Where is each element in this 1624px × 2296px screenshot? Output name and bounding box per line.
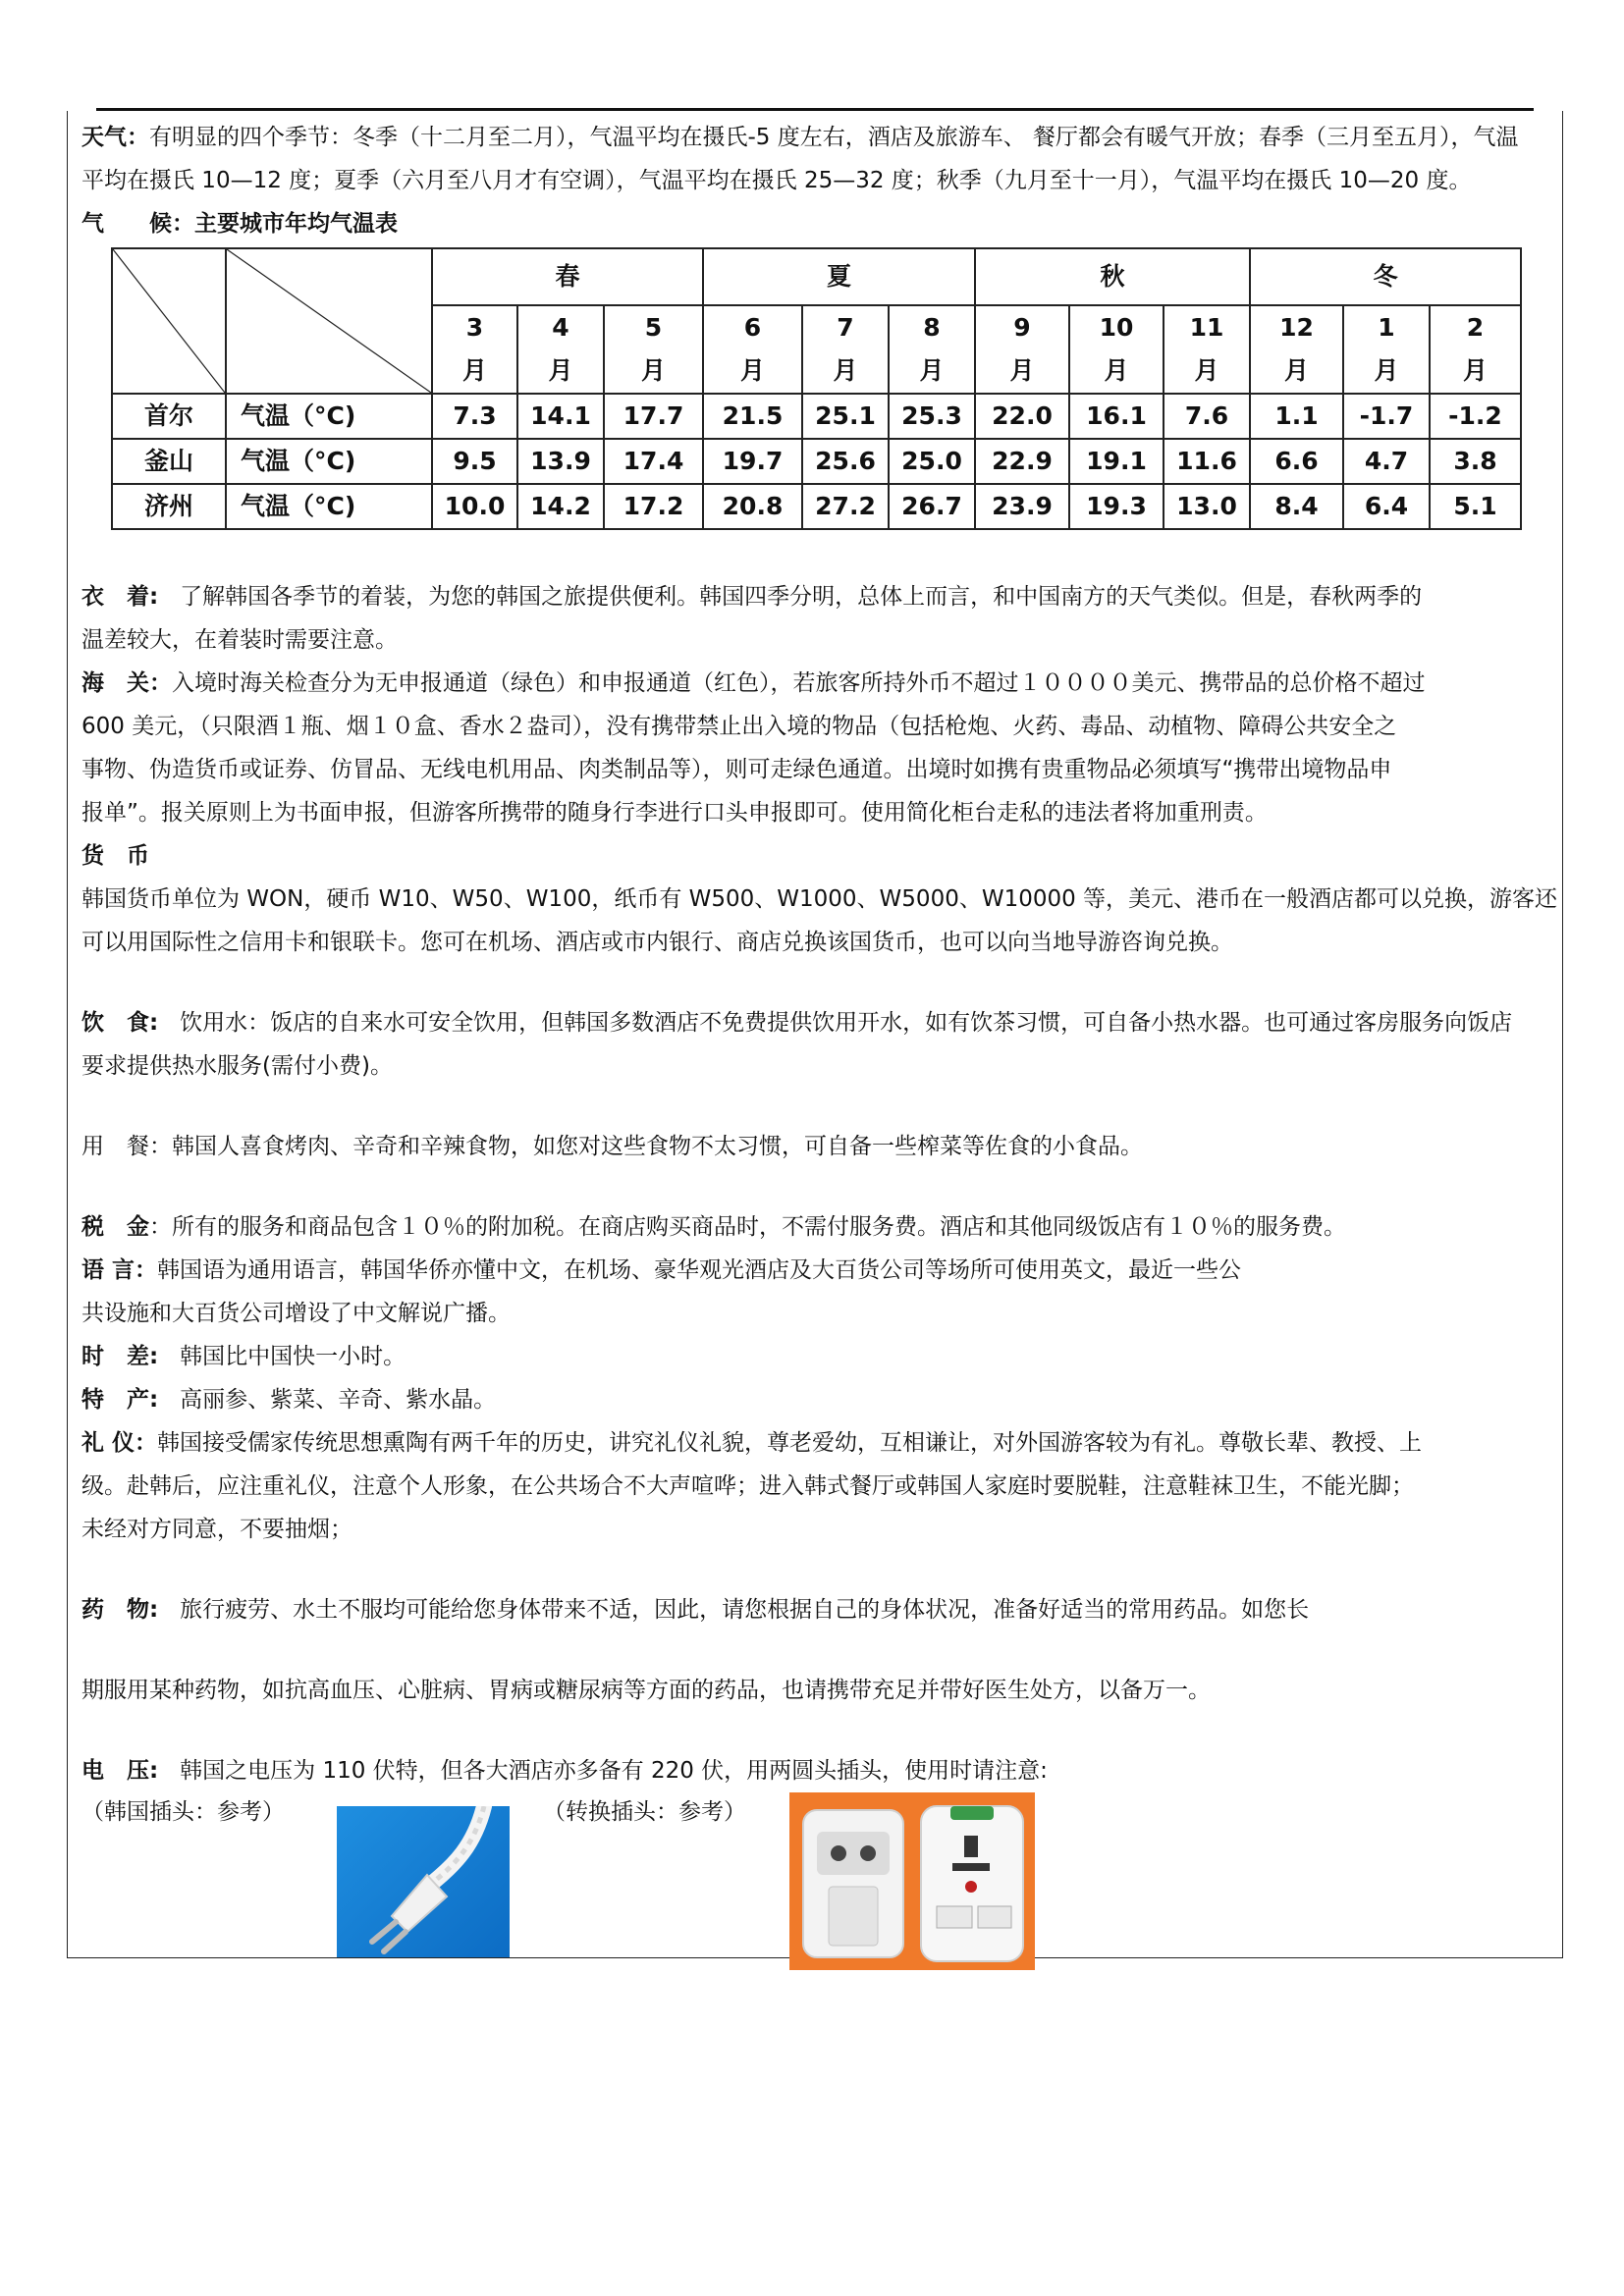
month-header: 12 月	[1250, 305, 1343, 394]
month-header: 7 月	[802, 305, 889, 394]
adapter-caption: （转换插头：参考）	[543, 1799, 746, 1825]
customs-label: 海 关：	[81, 670, 172, 696]
weather-label: 天气：	[81, 125, 149, 150]
month-header: 4 月	[517, 305, 604, 394]
temp-cell: 9.5	[432, 439, 517, 484]
language-label: 语 言：	[81, 1257, 158, 1283]
temp-cell: 14.2	[517, 484, 604, 529]
month-header: 10 月	[1069, 305, 1164, 394]
language-line-2: 共设施和大百货公司增设了中文解说广播。	[81, 1301, 511, 1326]
spacer	[81, 1712, 1554, 1749]
voltage-label: 电 压:	[81, 1758, 159, 1784]
specialty-line: 特 产: 高丽参、紫菜、辛奇、紫水晶。	[81, 1387, 497, 1413]
temp-cell: 16.1	[1069, 394, 1164, 439]
plug-images-row	[81, 1792, 1554, 1969]
temp-cell: 6.6	[1250, 439, 1343, 484]
city-cell: 首尔	[112, 394, 226, 439]
season-winter: 冬	[1250, 248, 1521, 305]
table-row-seoul	[112, 394, 1521, 439]
customs-line-4: 报单”。报关原则上为书面申报，但游客所携带的随身行李进行口头申报即可。使用简化柜台走私的违法者将加重刑责。	[81, 800, 1268, 826]
temp-cell: 22.0	[975, 394, 1069, 439]
spacer	[81, 1168, 1554, 1205]
temp-cell: 8.4	[1250, 484, 1343, 529]
temp-cell: 13.9	[517, 439, 604, 484]
climate-heading	[81, 202, 1554, 245]
etiquette-label: 礼 仪：	[81, 1430, 158, 1456]
spacer	[81, 1551, 1554, 1588]
medicine-line-1: 药 物: 旅行疲劳、水土不服均可能给您身体带来不适，因此，请您根据自己的身体状况，准备好适当的常用药品。如您长	[81, 1597, 1310, 1623]
temp-cell: 11.6	[1164, 439, 1250, 484]
temp-cell: 3.8	[1430, 439, 1521, 484]
currency-line-2: 可以用国际性之信用卡和银联卡。您可在机场、酒店或市内银行、商店兑换该国货币，也可以向当地导游咨询兑换。	[81, 930, 1233, 955]
temp-cell: 25.1	[802, 394, 889, 439]
currency-heading	[81, 834, 1554, 878]
document-body	[81, 116, 1558, 1969]
month-header: 1 月	[1343, 305, 1430, 394]
clothing-label: 衣 着:	[81, 584, 159, 610]
month-header: 6 月	[703, 305, 802, 394]
temp-cell: 1.1	[1250, 394, 1343, 439]
temp-cell: 17.2	[604, 484, 703, 529]
corner-cell-1	[112, 248, 226, 394]
temp-cell: 19.3	[1069, 484, 1164, 529]
table-row-busan	[112, 439, 1521, 484]
temp-cell: 19.7	[703, 439, 802, 484]
city-cell: 釜山	[112, 439, 226, 484]
food-line-1: 饮 食: 饮用水：饭店的自来水可安全饮用，但韩国多数酒店不免费提供饮用开水，如有饮茶习惯，可自备小热水器。也可通过客房服务向饭店	[81, 1010, 1513, 1036]
row-label: 气温（°C)	[226, 484, 432, 529]
temperature-table	[111, 247, 1522, 530]
row-label: 气温（°C)	[226, 394, 432, 439]
clothing-line-1: 衣 着: 了解韩国各季节的着装，为您的韩国之旅提供便利。韩国四季分明，总体上而言，和中国南方的天气类似。但是，春秋两季的	[81, 584, 1423, 610]
month-header: 5 月	[604, 305, 703, 394]
spacer	[81, 1631, 1554, 1669]
customs-line-2: 600 美元，（只限酒１瓶、烟１０盒、香水２盎司），没有携带禁止出入境的物品（包括枪炮、火药、毒品、动植物、障碍公共安全之	[81, 714, 1397, 739]
time-label: 时 差:	[81, 1344, 159, 1369]
month-header: 11 月	[1164, 305, 1250, 394]
temp-cell: -1.2	[1430, 394, 1521, 439]
temp-cell: 5.1	[1430, 484, 1521, 529]
climate-label: 气 候：	[81, 211, 194, 237]
temperature-table-wrap	[111, 247, 1554, 530]
temp-cell: 13.0	[1164, 484, 1250, 529]
korea-plug-caption: （韩国插头：参考）	[81, 1799, 285, 1825]
temp-cell: 17.4	[604, 439, 703, 484]
medicine-line-2: 期服用某种药物，如抗高血压、心脏病、胃病或糖尿病等方面的药品，也请携带充足并带好医生处方，以备万一。	[81, 1678, 1211, 1703]
etiquette-line-2: 级。赴韩后，应注重礼仪，注意个人形象，在公共场合不大声喧哗；进入韩式餐厅或韩国人家庭时要脱鞋，注意鞋袜卫生，不能光脚；	[81, 1473, 1414, 1499]
korea-plug-image	[337, 1806, 510, 1957]
temp-cell: 27.2	[802, 484, 889, 529]
table-row-jeju	[112, 484, 1521, 529]
row-label: 气温（°C)	[226, 439, 432, 484]
etiquette-line-1: 礼 仪：韩国接受儒家传统思想熏陶有两千年的历史，讲究礼仪礼貌，尊老爱幼，互相谦让，对外国游客较为有礼。尊敬长辈、教授、上	[81, 1430, 1423, 1456]
month-header: 9 月	[975, 305, 1069, 394]
temp-cell: 10.0	[432, 484, 517, 529]
spacer	[81, 964, 1554, 1001]
corner-cell-2	[226, 248, 432, 394]
month-header: 3 月	[432, 305, 517, 394]
adapter-image	[789, 1792, 1035, 1970]
tax-label: 税 金	[81, 1214, 149, 1240]
temp-cell: 21.5	[703, 394, 802, 439]
weather-line-2: 平均在摄氏 10—12 度；夏季（六月至八月才有空调），气温平均在摄氏 25—32 度；秋季（九月至十一月），气温平均在摄氏 10—20 度。	[81, 168, 1472, 193]
month-header: 2 月	[1430, 305, 1521, 394]
etiquette-line-3: 未经对方同意，不要抽烟；	[81, 1517, 352, 1542]
season-autumn: 秋	[975, 248, 1250, 305]
temp-cell: 20.8	[703, 484, 802, 529]
temp-cell: -1.7	[1343, 394, 1430, 439]
specialty-label: 特 产:	[81, 1387, 159, 1413]
language-line-1: 语 言：韩国语为通用语言，韩国华侨亦懂中文，在机场、豪华观光酒店及大百货公司等场所可使用英文，最近一些公	[81, 1257, 1242, 1283]
temp-cell: 4.7	[1343, 439, 1430, 484]
temp-cell: 19.1	[1069, 439, 1164, 484]
temp-cell: 17.7	[604, 394, 703, 439]
temp-cell: 23.9	[975, 484, 1069, 529]
temp-cell: 7.6	[1164, 394, 1250, 439]
clothing-line-2: 温差较大，在着装时需要注意。	[81, 627, 398, 653]
food-label: 饮 食:	[81, 1010, 159, 1036]
spacer	[81, 1088, 1554, 1125]
season-spring: 春	[432, 248, 703, 305]
month-header: 8 月	[889, 305, 975, 394]
temp-cell: 7.3	[432, 394, 517, 439]
time-line: 时 差: 韩国比中国快一小时。	[81, 1344, 406, 1369]
temp-cell: 14.1	[517, 394, 604, 439]
customs-line-1: 海 关：入境时海关检查分为无申报通道（绿色）和申报通道（红色），若旅客所持外币不超过１００００美元、携带品的总价格不超过	[81, 670, 1426, 696]
food-line-2: 要求提供热水服务(需付小费)。	[81, 1053, 393, 1079]
temp-cell: 25.3	[889, 394, 975, 439]
temp-cell: 22.9	[975, 439, 1069, 484]
season-summer: 夏	[703, 248, 975, 305]
city-cell: 济州	[112, 484, 226, 529]
meal-line: 用 餐：韩国人喜食烤肉、辛奇和辛辣食物，如您对这些食物不太习惯，可自备一些榨菜等佐食的小食品。	[81, 1134, 1143, 1159]
currency-label: 货 币	[81, 843, 149, 869]
medicine-label: 药 物:	[81, 1597, 159, 1623]
temp-cell: 6.4	[1343, 484, 1430, 529]
climate-title: 主要城市年均气温表	[194, 211, 398, 237]
temp-cell: 26.7	[889, 484, 975, 529]
temp-cell: 25.0	[889, 439, 975, 484]
temp-cell: 25.6	[802, 439, 889, 484]
customs-line-3: 事物、伪造货币或证券、仿冒品、无线电机用品、肉类制品等），则可走绿色通道。出境时如携有贵重物品必须填写“携带出境物品申	[81, 757, 1392, 782]
currency-line-1: 韩国货币单位为 WON，硬币 W10、W50、W100，纸币有 W500、W1000、W5000、W10000 等，美元、港币在一般酒店都可以兑换，游客还	[81, 886, 1558, 912]
voltage-line: 电 压: 韩国之电压为 110 伏特，但各大酒店亦多备有 220 伏，用两圆头插头，使用时请注意:	[81, 1758, 1048, 1784]
weather-line-1: 天气：有明显的四个季节：冬季（十二月至二月），气温平均在摄氏-5 度左右，酒店及旅游车、 餐厅都会有暖气开放；春季（三月至五月），气温	[81, 125, 1519, 150]
tax-line: 税 金：所有的服务和商品包含１０％的附加税。在商店购买商品时，不需付服务费。酒店和其他同级饭店有１０％的服务费。	[81, 1214, 1346, 1240]
